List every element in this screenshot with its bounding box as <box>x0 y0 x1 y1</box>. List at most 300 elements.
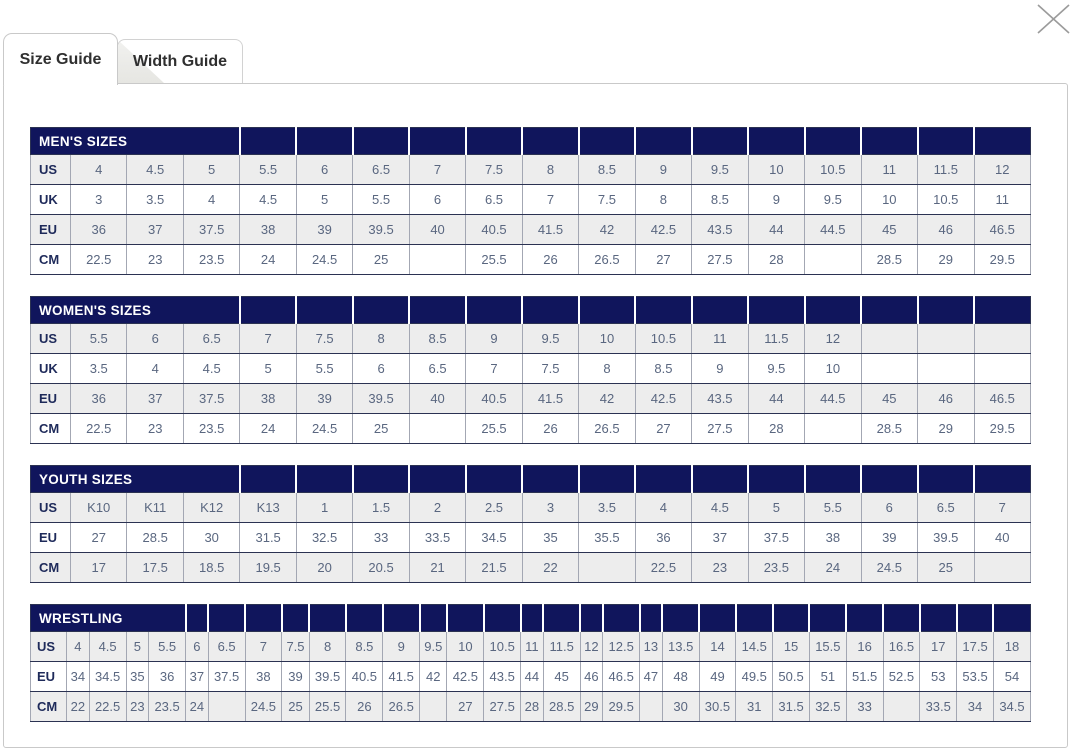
size-cell: 34.5 <box>466 523 522 553</box>
size-cell: 11 <box>521 632 544 662</box>
close-icon[interactable] <box>1035 3 1071 35</box>
size-cell: 4 <box>635 493 691 523</box>
size-cell: 4.5 <box>692 493 748 523</box>
size-cell: 9.5 <box>748 354 804 384</box>
header-cell <box>245 605 282 632</box>
header-cell <box>522 128 578 155</box>
size-cell: 8.5 <box>346 632 383 662</box>
size-cell: 43.5 <box>692 384 748 414</box>
size-cell: 39 <box>282 662 309 692</box>
header-cell <box>466 128 522 155</box>
size-cell: 37 <box>186 662 209 692</box>
youth-row-us <box>31 493 1031 523</box>
size-cell: 23 <box>127 414 183 444</box>
header-cell <box>409 297 465 324</box>
header-cell <box>466 297 522 324</box>
size-cell: 7.5 <box>522 354 578 384</box>
header-cell <box>296 297 352 324</box>
size-cell: 45 <box>543 662 580 692</box>
header-cell <box>346 605 383 632</box>
header-cell <box>409 466 465 493</box>
header-cell <box>522 466 578 493</box>
size-cell: 4.5 <box>89 632 126 662</box>
size-cell: 35 <box>126 662 149 692</box>
size-cell: 47 <box>640 662 663 692</box>
size-cell: 12 <box>805 324 861 354</box>
size-cell: 46 <box>918 215 974 245</box>
womens-header-row <box>31 297 1031 324</box>
mens-row-cm <box>31 245 1031 275</box>
mens-row-eu <box>31 215 1031 245</box>
size-cell <box>805 414 861 444</box>
size-cell: 23.5 <box>183 245 239 275</box>
youth-row-eu <box>31 523 1031 553</box>
size-cell: 26.5 <box>579 245 635 275</box>
header-cell <box>409 128 465 155</box>
size-cell: 27.5 <box>692 245 748 275</box>
size-cell: 5 <box>748 493 804 523</box>
header-cell <box>918 128 974 155</box>
header-cell <box>635 128 691 155</box>
size-cell: 37.5 <box>183 384 239 414</box>
size-cell: 3.5 <box>579 493 635 523</box>
size-cell <box>208 692 245 722</box>
row-label: EU <box>31 384 71 414</box>
size-cell: 32.5 <box>809 692 846 722</box>
size-cell: K12 <box>183 493 239 523</box>
header-cell <box>918 466 974 493</box>
tab-size-guide[interactable] <box>3 33 118 85</box>
size-cell: 3 <box>522 493 578 523</box>
size-cell: 6 <box>186 632 209 662</box>
header-cell <box>383 605 420 632</box>
size-cell: 33.5 <box>409 523 465 553</box>
size-cell: 32.5 <box>296 523 352 553</box>
size-cell: 33 <box>846 692 883 722</box>
size-cell: 9 <box>748 185 804 215</box>
tab-width-guide-label: Width Guide <box>132 52 228 70</box>
size-cell: 7 <box>409 155 465 185</box>
size-cell: 39.5 <box>353 215 409 245</box>
size-cell: 50.5 <box>773 662 810 692</box>
row-label: CM <box>31 692 67 722</box>
size-cell: 24.5 <box>296 414 352 444</box>
size-cell: 42.5 <box>635 384 691 414</box>
size-cell: 13 <box>640 632 663 662</box>
tab-width-guide[interactable] <box>117 39 243 83</box>
size-cell: 6.5 <box>208 632 245 662</box>
size-cell: 41.5 <box>383 662 420 692</box>
size-cell: 37 <box>127 215 183 245</box>
size-cell: 29 <box>918 245 974 275</box>
size-cell: 39.5 <box>353 384 409 414</box>
size-cell: 5.5 <box>71 324 127 354</box>
size-cell: 22.5 <box>71 245 127 275</box>
header-cell <box>918 297 974 324</box>
header-cell <box>974 128 1031 155</box>
size-cell: 2.5 <box>466 493 522 523</box>
size-cell: 6 <box>127 324 183 354</box>
header-cell <box>296 466 352 493</box>
size-cell: 5 <box>296 185 352 215</box>
size-cell: 37.5 <box>748 523 804 553</box>
size-cell: 39.5 <box>918 523 974 553</box>
size-cell: 6.5 <box>409 354 465 384</box>
row-label: CM <box>31 245 71 275</box>
size-cell: 5.5 <box>353 185 409 215</box>
header-cell <box>748 128 804 155</box>
size-cell: 17 <box>71 553 127 583</box>
youth-row-cm <box>31 553 1031 583</box>
size-cell: 29.5 <box>974 245 1031 275</box>
youth-table-title: YOUTH SIZES <box>31 466 240 493</box>
header-cell <box>282 605 309 632</box>
size-cell <box>420 692 447 722</box>
header-cell <box>692 128 748 155</box>
size-cell: 38 <box>245 662 282 692</box>
header-cell <box>805 297 861 324</box>
size-cell: 28 <box>748 245 804 275</box>
size-cell: 46.5 <box>974 384 1031 414</box>
header-cell <box>522 297 578 324</box>
size-cell: 7.5 <box>296 324 352 354</box>
size-cell: 24 <box>240 245 296 275</box>
size-guide-panel <box>3 83 1068 748</box>
size-cell: 42 <box>579 215 635 245</box>
size-cell: 11 <box>692 324 748 354</box>
size-cell: 6 <box>409 185 465 215</box>
size-cell <box>918 354 974 384</box>
header-cell <box>861 128 917 155</box>
size-cell: 7.5 <box>466 155 522 185</box>
row-label: US <box>31 632 67 662</box>
size-cell: 23 <box>126 692 149 722</box>
row-label: UK <box>31 354 71 384</box>
size-cell: 37 <box>692 523 748 553</box>
size-cell: 26 <box>522 414 578 444</box>
size-cell: 29 <box>580 692 603 722</box>
size-cell: 10 <box>805 354 861 384</box>
size-cell: 26 <box>522 245 578 275</box>
header-cell <box>240 128 296 155</box>
size-cell: 40 <box>409 215 465 245</box>
size-cell <box>883 692 920 722</box>
size-cell: 10 <box>579 324 635 354</box>
header-cell <box>521 605 544 632</box>
size-cell: 17 <box>920 632 957 662</box>
size-cell: 8 <box>309 632 346 662</box>
size-cell: 6.5 <box>353 155 409 185</box>
size-cell: 27 <box>71 523 127 553</box>
size-cell: 18.5 <box>183 553 239 583</box>
size-cell: 12 <box>974 155 1031 185</box>
size-cell: 40 <box>409 384 465 414</box>
womens-row-cm <box>31 414 1031 444</box>
row-label: CM <box>31 553 71 583</box>
size-cell: 7 <box>245 632 282 662</box>
size-cell: 15 <box>773 632 810 662</box>
size-cell: 49 <box>699 662 736 692</box>
size-cell: 26.5 <box>383 692 420 722</box>
size-cell: 9 <box>466 324 522 354</box>
size-cell: 35.5 <box>579 523 635 553</box>
row-label: EU <box>31 662 67 692</box>
size-cell: 40.5 <box>466 215 522 245</box>
size-cell: 22.5 <box>71 414 127 444</box>
size-cell: 39.5 <box>309 662 346 692</box>
size-cell <box>861 354 917 384</box>
size-cell: 44.5 <box>805 215 861 245</box>
size-cell: 8.5 <box>409 324 465 354</box>
size-cell: 1.5 <box>353 493 409 523</box>
size-cell: 27.5 <box>484 692 521 722</box>
row-label: US <box>31 493 71 523</box>
size-cell: 52.5 <box>883 662 920 692</box>
size-cell: 25.5 <box>466 414 522 444</box>
size-cell: 6 <box>296 155 352 185</box>
header-cell <box>805 128 861 155</box>
size-cell <box>805 245 861 275</box>
row-label: EU <box>31 215 71 245</box>
size-cell: 10.5 <box>918 185 974 215</box>
size-cell: 16 <box>846 632 883 662</box>
size-cell: 24.5 <box>861 553 917 583</box>
size-cell: 36 <box>71 215 127 245</box>
size-cell: 11 <box>861 155 917 185</box>
size-cell: 42 <box>579 384 635 414</box>
header-cell <box>920 605 957 632</box>
size-cell <box>974 324 1031 354</box>
size-cell: 6.5 <box>466 185 522 215</box>
header-cell <box>484 605 521 632</box>
row-label: CM <box>31 414 71 444</box>
youth-header-row <box>31 466 1031 493</box>
size-cell: 4 <box>67 632 90 662</box>
header-cell <box>543 605 580 632</box>
size-cell: 20.5 <box>353 553 409 583</box>
size-cell: 41.5 <box>522 215 578 245</box>
size-table-wrestling <box>30 604 1031 722</box>
size-cell: 11.5 <box>543 632 580 662</box>
size-table-youth <box>30 465 1031 583</box>
size-cell: 46 <box>580 662 603 692</box>
size-cell: 26.5 <box>579 414 635 444</box>
mens-row-uk <box>31 185 1031 215</box>
size-cell: 9 <box>692 354 748 384</box>
size-cell: K11 <box>127 493 183 523</box>
size-cell: 41.5 <box>522 384 578 414</box>
size-cell: 46.5 <box>974 215 1031 245</box>
size-cell <box>640 692 663 722</box>
size-cell: 4.5 <box>127 155 183 185</box>
header-cell <box>974 297 1031 324</box>
size-cell: 7 <box>974 493 1031 523</box>
size-cell: K10 <box>71 493 127 523</box>
size-cell <box>974 553 1031 583</box>
size-cell: 15.5 <box>809 632 846 662</box>
size-cell: 8 <box>579 354 635 384</box>
size-cell: 42.5 <box>447 662 484 692</box>
header-cell <box>748 297 804 324</box>
womens-table-title: WOMEN'S SIZES <box>31 297 240 324</box>
size-cell: 23.5 <box>748 553 804 583</box>
size-cell: 45 <box>861 384 917 414</box>
size-cell <box>974 354 1031 384</box>
header-cell <box>447 605 484 632</box>
size-cell: 27 <box>447 692 484 722</box>
size-cell: 21.5 <box>466 553 522 583</box>
size-cell: 14.5 <box>736 632 773 662</box>
size-cell: 22 <box>522 553 578 583</box>
size-cell: 31.5 <box>773 692 810 722</box>
size-cell: 5.5 <box>240 155 296 185</box>
size-cell: 28 <box>748 414 804 444</box>
header-cell <box>699 605 736 632</box>
size-cell: 24 <box>240 414 296 444</box>
size-cell: 23 <box>692 553 748 583</box>
header-cell <box>580 605 603 632</box>
size-cell: 49.5 <box>736 662 773 692</box>
size-cell: 27 <box>635 414 691 444</box>
header-cell <box>353 128 409 155</box>
size-cell: 27 <box>635 245 691 275</box>
size-cell: 23.5 <box>183 414 239 444</box>
size-cell: 8 <box>522 155 578 185</box>
size-cell: 9.5 <box>522 324 578 354</box>
size-cell: 29 <box>918 414 974 444</box>
size-cell: 5.5 <box>149 632 186 662</box>
size-cell: 6 <box>353 354 409 384</box>
size-cell: 5.5 <box>296 354 352 384</box>
size-cell: 53 <box>920 662 957 692</box>
header-cell <box>603 605 640 632</box>
size-cell: 19.5 <box>240 553 296 583</box>
size-cell: 11 <box>974 185 1031 215</box>
header-cell <box>353 297 409 324</box>
header-cell <box>579 297 635 324</box>
size-cell: 34.5 <box>993 692 1030 722</box>
size-cell: 25 <box>353 245 409 275</box>
size-cell: 8 <box>353 324 409 354</box>
header-cell <box>736 605 773 632</box>
size-cell: 6.5 <box>918 493 974 523</box>
row-label: US <box>31 324 71 354</box>
size-cell: 7 <box>466 354 522 384</box>
size-cell: 9.5 <box>420 632 447 662</box>
header-cell <box>240 297 296 324</box>
size-cell: 21 <box>409 553 465 583</box>
size-cell: 25 <box>353 414 409 444</box>
size-cell: 9.5 <box>692 155 748 185</box>
wrestling-header-row <box>31 605 1031 632</box>
size-cell: 4.5 <box>183 354 239 384</box>
size-cell: 10 <box>748 155 804 185</box>
size-cell: 3.5 <box>127 185 183 215</box>
wrestling-table-title: WRESTLING <box>31 605 186 632</box>
size-cell: 36 <box>71 384 127 414</box>
size-cell: 31 <box>736 692 773 722</box>
size-cell: 13.5 <box>662 632 699 662</box>
size-cell: 22.5 <box>89 692 126 722</box>
size-table-womens <box>30 296 1031 444</box>
size-cell: 2 <box>409 493 465 523</box>
size-cell: 20 <box>296 553 352 583</box>
size-cell: 40.5 <box>466 384 522 414</box>
size-cell: 48 <box>662 662 699 692</box>
header-cell <box>957 605 994 632</box>
size-cell: 25 <box>918 553 974 583</box>
size-cell: 35 <box>522 523 578 553</box>
size-cell: 27.5 <box>692 414 748 444</box>
size-cell <box>861 324 917 354</box>
size-cell: 16.5 <box>883 632 920 662</box>
size-cell: 9.5 <box>805 185 861 215</box>
size-tables-container <box>30 127 1031 743</box>
size-cell: 34 <box>67 662 90 692</box>
header-cell <box>662 605 699 632</box>
wrestling-row-cm <box>31 692 1031 722</box>
header-cell <box>420 605 447 632</box>
size-cell: 51 <box>809 662 846 692</box>
size-cell: 17.5 <box>127 553 183 583</box>
size-cell: 43.5 <box>692 215 748 245</box>
size-cell: 4.5 <box>240 185 296 215</box>
size-cell: 12 <box>580 632 603 662</box>
header-cell <box>883 605 920 632</box>
size-cell: 7 <box>240 324 296 354</box>
size-cell: 6 <box>861 493 917 523</box>
size-cell: 5.5 <box>805 493 861 523</box>
mens-row-us <box>31 155 1031 185</box>
size-cell: 36 <box>149 662 186 692</box>
size-cell: 38 <box>240 215 296 245</box>
size-table-mens <box>30 127 1031 275</box>
size-cell: 28.5 <box>861 245 917 275</box>
size-cell: 14 <box>699 632 736 662</box>
womens-row-eu <box>31 384 1031 414</box>
size-cell: 10.5 <box>805 155 861 185</box>
header-cell <box>240 466 296 493</box>
size-cell: 6.5 <box>183 324 239 354</box>
wrestling-row-us <box>31 632 1031 662</box>
mens-header-row <box>31 128 1031 155</box>
size-cell: 30.5 <box>699 692 736 722</box>
header-cell <box>861 466 917 493</box>
header-cell <box>805 466 861 493</box>
header-cell <box>846 605 883 632</box>
size-cell <box>579 553 635 583</box>
size-cell: 53.5 <box>957 662 994 692</box>
size-cell: 33.5 <box>920 692 957 722</box>
header-cell <box>208 605 245 632</box>
size-cell: 34.5 <box>89 662 126 692</box>
size-cell: 11.5 <box>918 155 974 185</box>
size-cell: 46.5 <box>603 662 640 692</box>
size-cell <box>918 324 974 354</box>
size-cell: 9 <box>383 632 420 662</box>
size-cell: 4 <box>71 155 127 185</box>
header-cell <box>748 466 804 493</box>
size-cell: 17.5 <box>957 632 994 662</box>
header-cell <box>579 466 635 493</box>
size-cell: 44.5 <box>805 384 861 414</box>
size-cell: 7 <box>522 185 578 215</box>
size-cell: 4 <box>127 354 183 384</box>
size-cell: 24 <box>805 553 861 583</box>
size-cell: 10 <box>861 185 917 215</box>
header-cell <box>773 605 810 632</box>
size-cell: 23 <box>127 245 183 275</box>
